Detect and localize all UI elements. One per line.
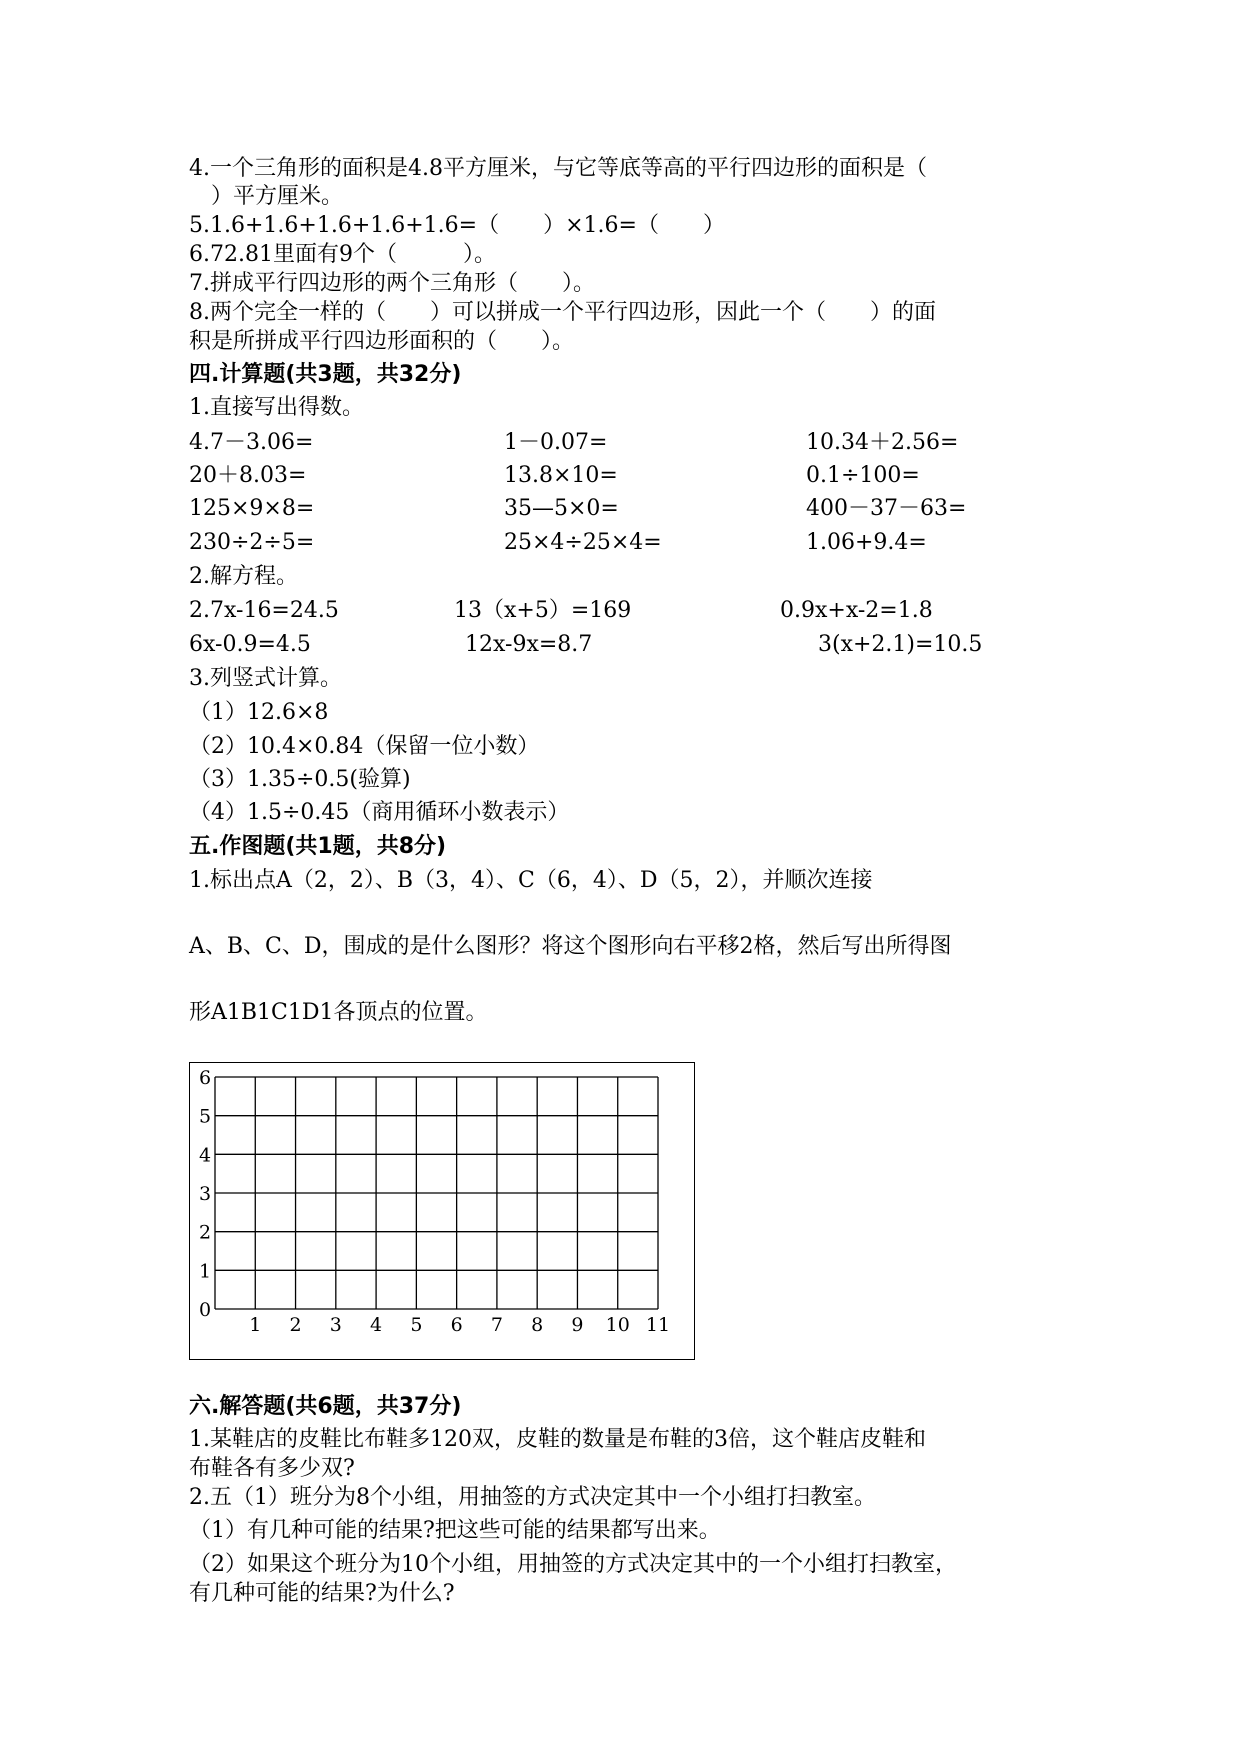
calc-item: 35—5×0= — [504, 496, 619, 521]
question-6: 6.72.81里面有9个（ ）。 — [189, 242, 496, 267]
drawing-question-line-2: A、B、C、D，围成的是什么图形？将这个图形向右平移2格，然后写出所得图 — [189, 934, 952, 959]
x-axis-tick-label: 10 — [605, 1314, 630, 1336]
drawing-question-line-3: 形A1B1C1D1各顶点的位置。 — [189, 1000, 488, 1025]
calc-item: 230÷2÷5= — [189, 530, 315, 555]
equation-item: 3(x+2.1)=10.5 — [818, 632, 983, 657]
x-axis-tick-label: 9 — [571, 1314, 584, 1336]
word-problem-2-line-1: 2.五（1）班分为8个小组，用抽签的方式决定其中一个小组打扫教室。 — [189, 1485, 876, 1510]
vertical-calc-item-4: （4）1.5÷0.45（商用循环小数表示） — [189, 800, 570, 825]
word-problem-2-sub-1: （1）有几种可能的结果?把这些可能的结果都写出来。 — [189, 1518, 721, 1543]
coordinate-grid-svg — [190, 1063, 694, 1359]
y-axis-tick-label: 1 — [198, 1260, 212, 1283]
calc-item: 125×9×8= — [189, 496, 315, 521]
y-axis-tick-label: 0 — [198, 1299, 212, 1321]
section-6-title: 六.解答题(共6题，共37分) — [189, 1394, 462, 1419]
question-8-line-1: 8.两个完全一样的（ ）可以拼成一个平行四边形，因此一个（ ）的面 — [189, 300, 936, 325]
word-problem-2-sub-2-line-1: （2）如果这个班分为10个小组，用抽签的方式决定其中的一个小组打扫教室， — [189, 1552, 957, 1577]
calc-item: 25×4÷25×4= — [504, 530, 662, 555]
calc-item: 4.7－3.06= — [189, 430, 314, 455]
calc-question-1-title: 1.直接写出得数。 — [189, 395, 364, 420]
coordinate-grid — [189, 1062, 695, 1360]
x-axis-tick-label: 6 — [450, 1314, 463, 1336]
x-axis-tick-label: 4 — [370, 1314, 383, 1336]
question-4-line-2: ）平方厘米。 — [189, 184, 344, 209]
x-axis-tick-label: 2 — [289, 1314, 302, 1336]
x-axis-tick-label: 8 — [531, 1314, 544, 1336]
y-axis-tick-label: 4 — [198, 1144, 212, 1167]
calc-item: 1－0.07= — [504, 430, 608, 455]
y-axis-tick-label: 5 — [198, 1105, 212, 1128]
x-axis-tick-label: 5 — [410, 1314, 423, 1336]
question-5: 5.1.6+1.6+1.6+1.6+1.6=（ ）×1.6=（ ） — [189, 213, 725, 238]
y-axis-tick-label: 2 — [198, 1221, 212, 1244]
x-axis-tick-label: 3 — [329, 1314, 342, 1336]
calc-item: 0.1÷100= — [806, 463, 920, 488]
y-axis-tick-label: 3 — [198, 1183, 212, 1205]
calc-item: 1.06+9.4= — [806, 530, 927, 555]
x-axis-tick-label: 7 — [490, 1314, 503, 1336]
drawing-question-line-1: 1.标出点A（2，2）、B（3，4）、C（6，4）、D（5，2），并顺次连接 — [189, 868, 873, 893]
calc-item: 400－37－63= — [806, 496, 967, 521]
equation-item: 2.7x-16=24.5 — [189, 598, 339, 623]
x-axis-tick-label: 1 — [249, 1314, 262, 1336]
question-7: 7.拼成平行四边形的两个三角形（ ）。 — [189, 271, 595, 296]
word-problem-1-line-1: 1.某鞋店的皮鞋比布鞋多120双，皮鞋的数量是布鞋的3倍，这个鞋店皮鞋和 — [189, 1427, 926, 1452]
equation-item: 0.9x+x-2=1.8 — [780, 598, 933, 623]
calc-question-3-title: 3.列竖式计算。 — [189, 666, 342, 691]
y-axis-tick-label: 6 — [198, 1067, 212, 1089]
vertical-calc-item-2: （2）10.4×0.84（保留一位小数） — [189, 734, 540, 759]
word-problem-1-line-2: 布鞋各有多少双? — [189, 1456, 355, 1481]
question-4-line-1: 4.一个三角形的面积是4.8平方厘米，与它等底等高的平行四边形的面积是（ — [189, 156, 927, 181]
word-problem-2-sub-2-line-2: 有几种可能的结果?为什么? — [189, 1581, 455, 1606]
x-axis-tick-label: 11 — [645, 1314, 671, 1336]
section-5-title: 五.作图题(共1题，共8分) — [189, 834, 447, 859]
question-8-line-2: 积是所拼成平行四边形面积的（ ）。 — [189, 329, 575, 354]
equation-item: 12x-9x=8.7 — [465, 632, 593, 657]
equation-item: 6x-0.9=4.5 — [189, 632, 311, 657]
section-4-title: 四.计算题(共3题，共32分) — [189, 362, 462, 387]
calc-item: 20＋8.03= — [189, 463, 307, 488]
calc-question-2-title: 2.解方程。 — [189, 564, 298, 589]
calc-item: 10.34＋2.56= — [806, 430, 959, 455]
calc-item: 13.8×10= — [504, 463, 618, 488]
vertical-calc-item-3: （3）1.35÷0.5(验算) — [189, 767, 411, 792]
vertical-calc-item-1: （1）12.6×8 — [189, 700, 329, 725]
equation-item: 13（x+5）=169 — [454, 598, 632, 623]
